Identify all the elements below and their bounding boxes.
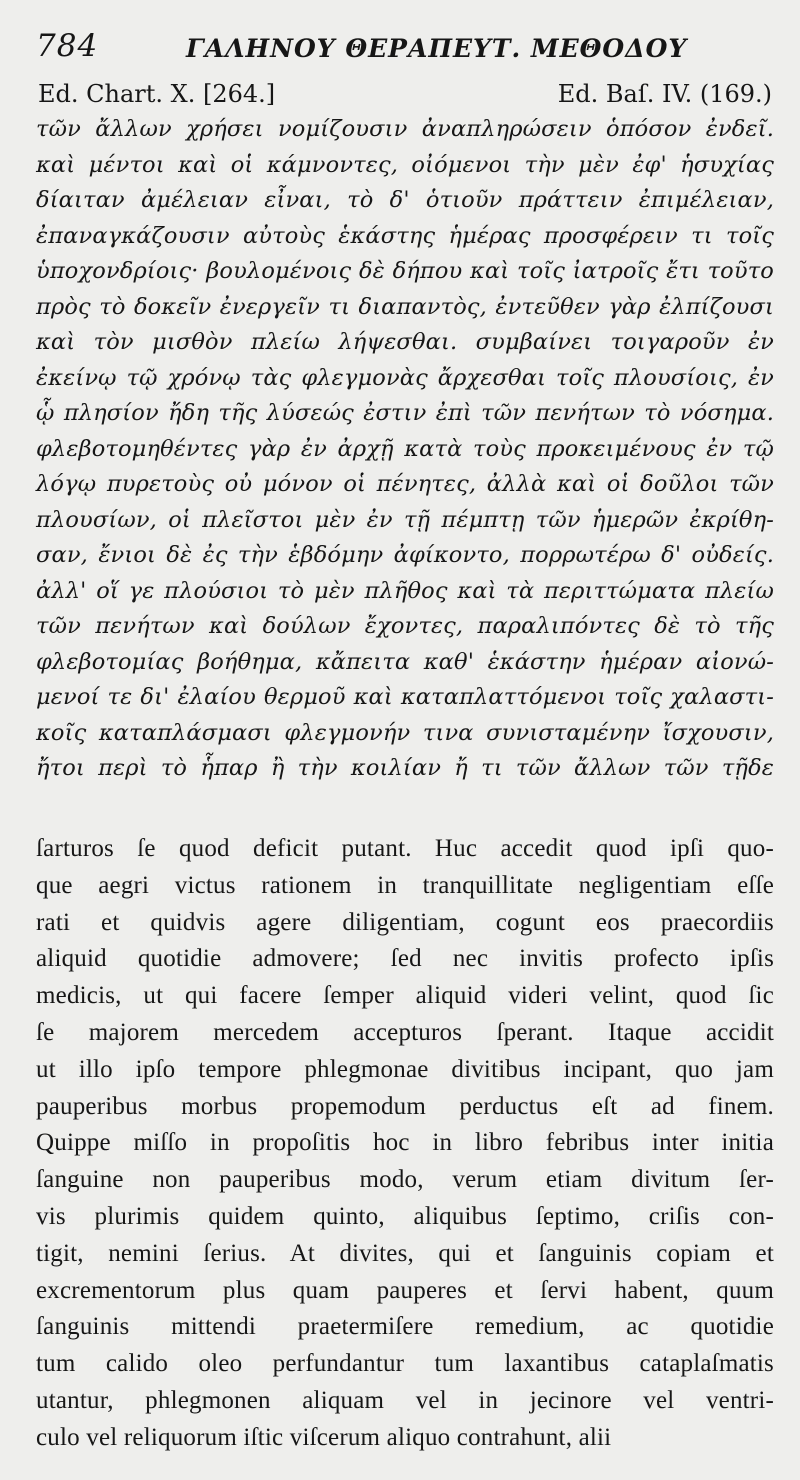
greek-text-line: ᾧ πλησίον ἤδη τῆς λύσεώς ἐστιν ἐπὶ τῶν πενήτων τὸ νόσημα. [36, 400, 774, 426]
latin-text-line: medicis, ut qui facere ſemper aliquid videri velint, quod ſic [36, 982, 774, 1010]
latin-text-line: que aegri victus rationem in tranquillitate negligentiam eſſe [36, 871, 774, 899]
greek-text-line: φλεβοτομηθέντες γὰρ ἐν ἀρχῇ κατὰ τοὺς προκειμένους ἐν τῷ [36, 435, 774, 462]
greek-text-line: λόγῳ πυρετοὺς οὐ μόνον οἱ πένητες, ἀλλὰ καὶ οἱ δοῦλοι τῶν [36, 471, 774, 497]
latin-text-line: tigit, nemini ſerius. At divites, qui et ſanguinis copiam et [36, 1239, 774, 1267]
greek-text-line: μενοί τε δι' ἐλαίου θερμοῦ καὶ καταπλαττόμενοι τοῖς χαλαστι- [36, 684, 774, 710]
latin-text-line: Quippe miſſo in propoſitis hoc in libro febribus inter initia [36, 1129, 774, 1157]
greek-text-line: καὶ μέντοι καὶ οἱ κάμνοντες, οἰόμενοι τὴν μὲν ἐφ' ἡσυχίας [36, 151, 774, 178]
greek-text-line: ἐπαναγκάζουσιν αὐτοὺς ἑκάστης ἡμέρας προσφέρειν τι τοῖς [36, 222, 774, 249]
latin-translation-block [36, 831, 774, 1457]
page-number: 784 [36, 28, 99, 64]
greek-text-line: κοῖς καταπλάσμασι φλεγμονήν τινα συνισταμένην ἴσχουσιν, [36, 719, 774, 746]
greek-text-line: ἀλλ' οἵ γε πλούσιοι τὸ μὲν πλῆθος καὶ τὰ περιττώματα πλείω [36, 577, 774, 604]
latin-text-line: rati et quidvis agere diligentiam, cogunt eos praecordiis [36, 908, 774, 936]
running-title: ΓΑΛΗΝΟΥ ΘΕΡΑΠΕΥΤ. ΜΕΘΟΔΟΥ [186, 34, 688, 63]
greek-text-line: ἐκείνῳ τῷ χρόνῳ τὰς φλεγμονὰς ἄρχεσθαι τοῖς πλουσίοις, ἐν [36, 364, 774, 391]
latin-text-line: ſanguine non pauperibus modo, verum etiam divitum ſer- [36, 1166, 774, 1194]
greek-text-line: καὶ τὸν μισθὸν πλείω λήψεσθαι. συμβαίνει τοιγαροῦν ἐν [36, 329, 774, 355]
edition-reference-basel: Ed. Baſ. IV. (169.) [557, 80, 772, 108]
latin-text-line: excrementorum plus quam pauperes et ſervi habent, quum [36, 1276, 774, 1304]
latin-text-line: ſanguinis mittendi praetermiſere remedium, ac quotidie [36, 1313, 774, 1341]
greek-text-block [36, 112, 774, 787]
greek-text-line: ἤτοι περὶ τὸ ἧπαρ ἢ τὴν κοιλίαν ἤ τι τῶν ἄλλων τῶν τῇδε [36, 755, 774, 781]
greek-text-line: ὑποχονδρίοις· βουλομένοις δὲ δήπου καὶ τοῖς ἰατροῖς ἔτι τοῦτο [36, 258, 774, 284]
page-header [36, 22, 766, 70]
edition-reference-chartier: Ed. Chart. X. [264.] [38, 80, 276, 108]
latin-text-line: vis plurimis quidem quinto, aliquibus ſeptimo, criſis con- [36, 1202, 774, 1230]
latin-text-line: pauperibus morbus propemodum perductus eſt ad finem. [36, 1092, 774, 1120]
greek-text-line: σαν, ἔνιοι δὲ ἐς τὴν ἑβδόμην ἀφίκοντο, πορρωτέρω δ' οὐδείς. [36, 542, 774, 568]
latin-text-line: ſe majorem mercedem accepturos ſperant. Itaque accidit [36, 1018, 774, 1046]
greek-text-line: πλουσίων, οἱ πλεῖστοι μὲν ἐν τῇ πέμπτῃ τῶν ἡμερῶν ἐκρίθη- [36, 506, 774, 533]
greek-text-line: τῶν ἄλλων χρήσει νομίζουσιν ἀναπληρώσειν ὁπόσον ἐνδεῖ. [36, 116, 774, 142]
greek-text-line: φλεβοτομίας βοήθημα, κἄπειτα καθ' ἑκάστην ἡμέραν αἰονώ- [36, 648, 774, 675]
greek-text-line: δίαιταν ἀμέλειαν εἶναι, τὸ δ' ὁτιοῦν πράττειν ἐπιμέλειαν, [36, 187, 774, 213]
latin-text-line: utantur, phlegmonen aliquam vel in jecinore vel ventri- [36, 1386, 774, 1414]
latin-text-line: ut illo ipſo tempore phlegmonae divitibus incipant, quo jam [36, 1055, 774, 1083]
latin-text-line: culo vel reliquorum iſtic viſcerum aliquo contrahunt, alii [36, 1423, 612, 1451]
latin-text-line: ſarturos ſe quod deficit putant. Huc accedit quod ipſi quo- [36, 835, 774, 862]
greek-text-line: πρὸς τὸ δοκεῖν ἐνεργεῖν τι διαπαντὸς, ἐντεῦθεν γὰρ ἐλπίζουσι [36, 293, 774, 320]
greek-text-line: τῶν πενήτων καὶ δούλων ἔχοντες, παραλιπόντες δὲ τὸ τῆς [36, 613, 774, 639]
latin-text-line: tum calido oleo perfundantur tum laxantibus cataplaſmatis [36, 1350, 774, 1378]
edition-reference-line [38, 80, 772, 114]
latin-text-line: aliquid quotidie admovere; ſed nec invitis profecto ipſis [36, 945, 774, 973]
